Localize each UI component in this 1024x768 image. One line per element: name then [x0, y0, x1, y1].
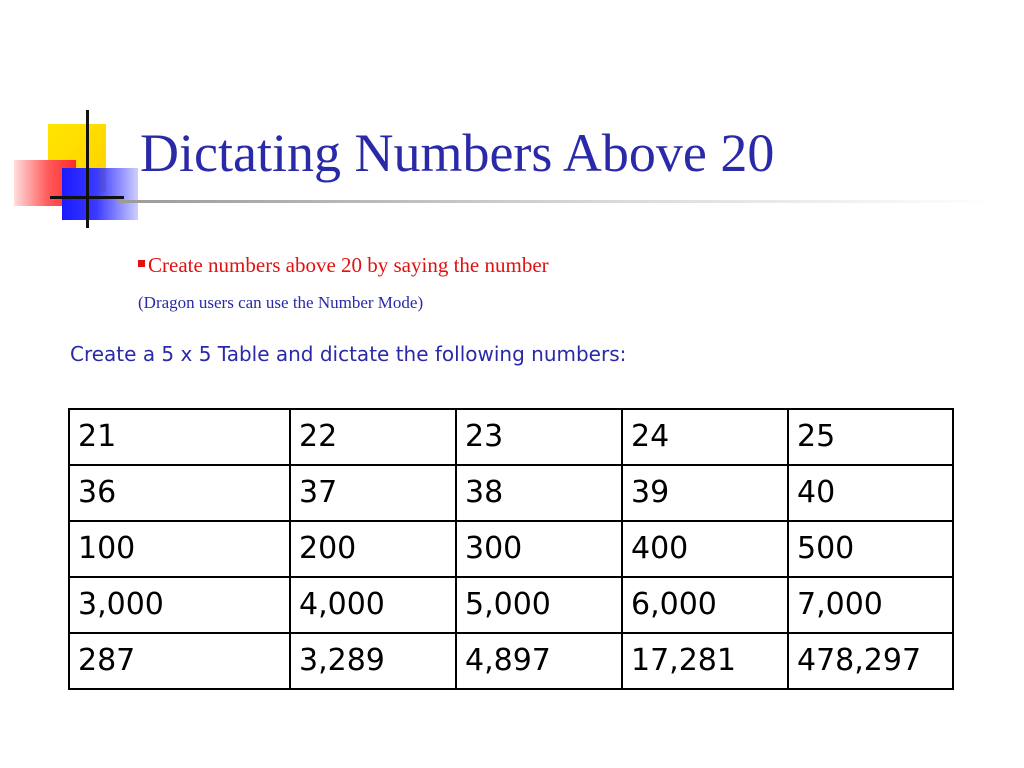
table-cell: 38 — [456, 465, 622, 521]
table-cell: 7,000 — [788, 577, 953, 633]
table-cell: 400 — [622, 521, 788, 577]
table-cell: 3,000 — [69, 577, 290, 633]
table-cell: 40 — [788, 465, 953, 521]
dragon-note: (Dragon users can use the Number Mode) — [138, 293, 424, 312]
bullet-text: Create numbers above 20 by saying the number — [148, 253, 549, 277]
table-cell: 4,897 — [456, 633, 622, 689]
table-cell: 100 — [69, 521, 290, 577]
table-row — [69, 521, 953, 577]
table-cell: 39 — [622, 465, 788, 521]
table-cell: 500 — [788, 521, 953, 577]
decorative-blue-bar — [62, 168, 138, 220]
table-cell: 23 — [456, 409, 622, 465]
table-cell: 300 — [456, 521, 622, 577]
table-cell: 17,281 — [622, 633, 788, 689]
bullet-square-icon — [138, 260, 145, 267]
table-cell: 22 — [290, 409, 456, 465]
table-cell: 200 — [290, 521, 456, 577]
table-cell: 37 — [290, 465, 456, 521]
table-row — [69, 409, 953, 465]
table-cell: 21 — [69, 409, 290, 465]
table-cell: 287 — [69, 633, 290, 689]
table-row — [69, 577, 953, 633]
numbers-table — [68, 408, 954, 690]
table-instruction: Create a 5 x 5 Table and dictate the following numbers: — [70, 342, 627, 366]
table-row — [69, 633, 953, 689]
table-row — [69, 465, 953, 521]
table-cell: 24 — [622, 409, 788, 465]
table-cell: 5,000 — [456, 577, 622, 633]
table-cell: 4,000 — [290, 577, 456, 633]
table-cell: 36 — [69, 465, 290, 521]
title-divider — [118, 200, 998, 203]
bullet-point — [138, 253, 549, 278]
decorative-vertical-line — [86, 110, 89, 228]
slide-title: Dictating Numbers Above 20 — [140, 123, 775, 183]
table-cell: 25 — [788, 409, 953, 465]
table-cell: 6,000 — [622, 577, 788, 633]
table-cell: 478,297 — [788, 633, 953, 689]
decorative-horizontal-line — [50, 196, 124, 199]
table-cell: 3,289 — [290, 633, 456, 689]
